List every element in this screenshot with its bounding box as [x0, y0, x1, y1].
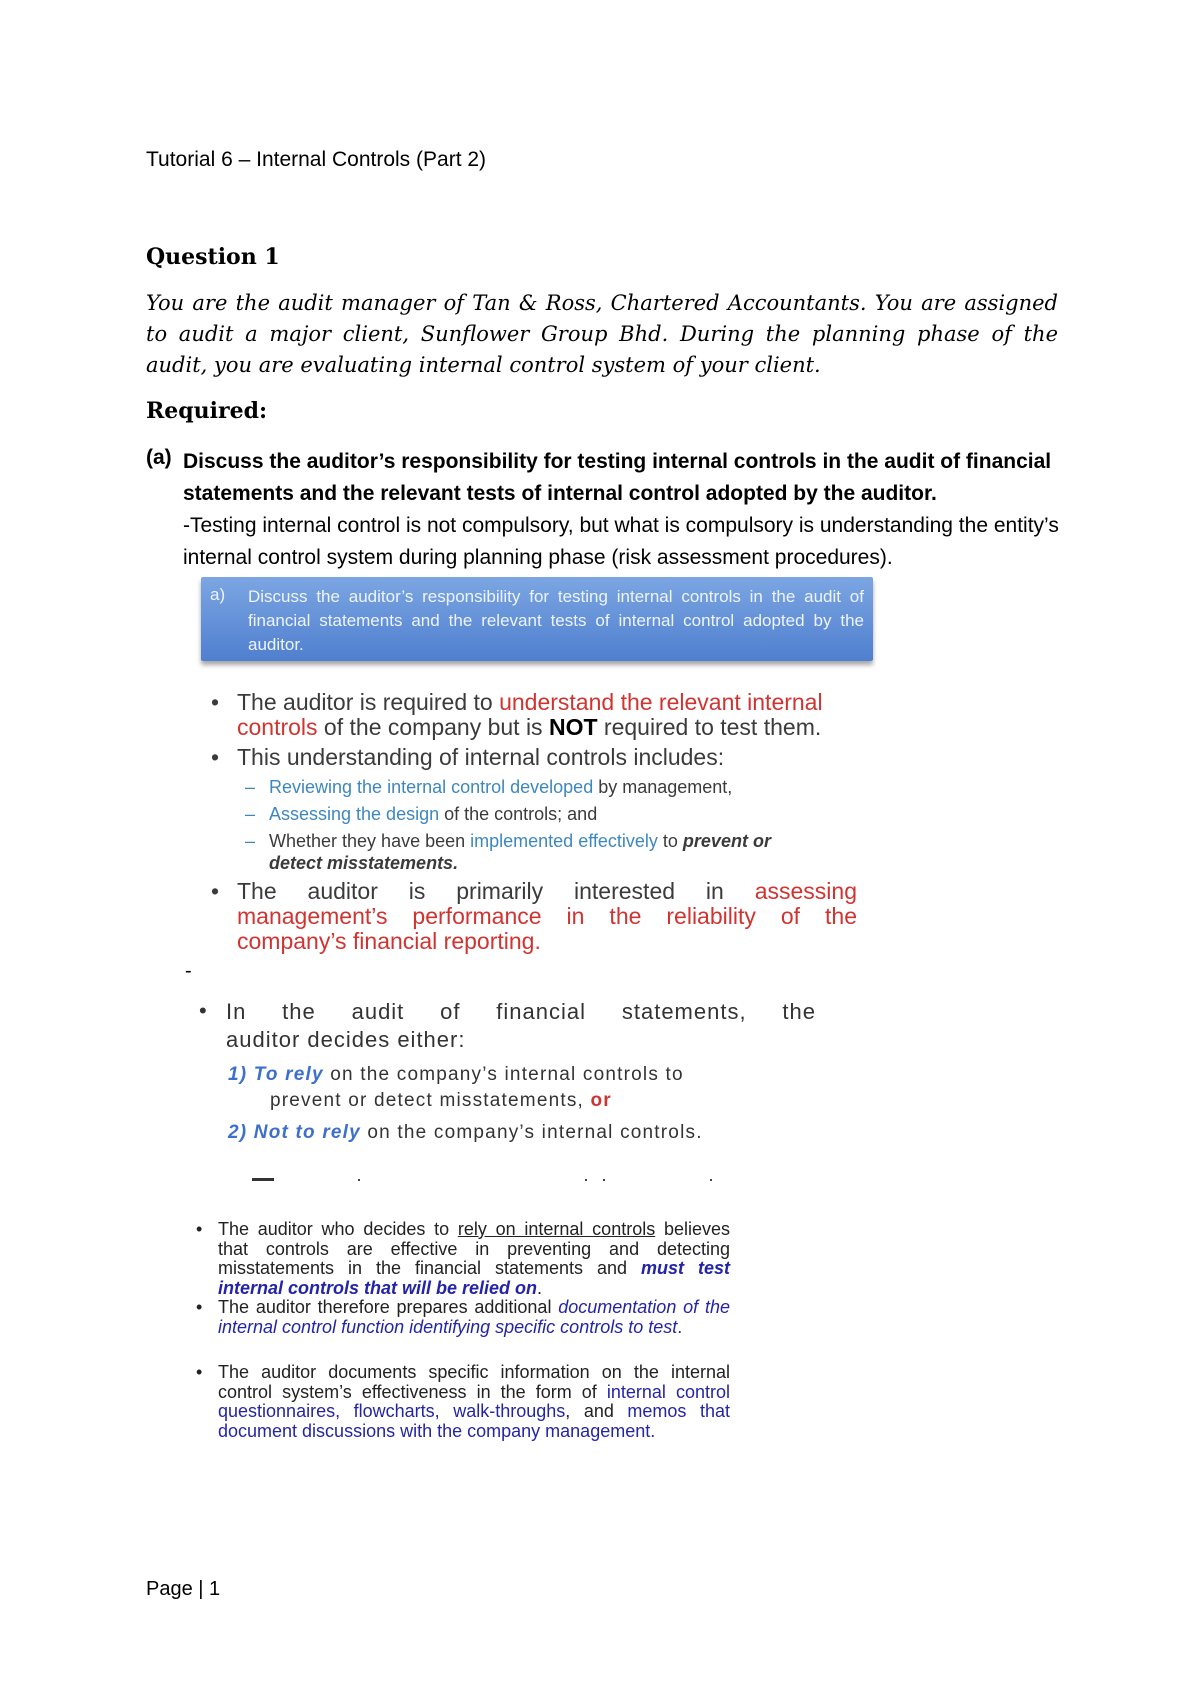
highlight-text: company’s financial reporting: [237, 928, 535, 954]
slide2-option-rely: [228, 1062, 818, 1114]
highlight-text: memos that document discussions with the company management: [218, 1401, 730, 1441]
highlight-text: Reviewing the internal control developed: [269, 777, 594, 797]
slide-header-text: Discuss the auditor’s responsibility for testing internal controls in the audit of financial statements and the relevant tests of internal control adopted by the auditor.: [248, 587, 864, 654]
option-number: 1): [228, 1064, 248, 1085]
highlight-text: internal control questionnaires, flowcharts, walk-throughs: [218, 1381, 730, 1421]
text: required to test them.: [597, 714, 822, 740]
required-heading: Required:: [146, 398, 268, 424]
highlight-text: assessing: [754, 878, 857, 904]
answer-intro: -Testing internal control is not compulsory, but what is compulsory is understanding the entity’s internal control system during planning phase (risk assessment procedures).: [183, 514, 1059, 569]
slide1-bullet-primarily-line3: [237, 929, 857, 954]
text: This understanding of internal controls includes:: [237, 744, 725, 770]
text: .: [537, 1277, 543, 1298]
highlight-text: Not to rely: [253, 1122, 361, 1143]
cropped-text-fragment: [252, 1178, 274, 1181]
text: of the controls; and: [439, 804, 598, 824]
emphasis-text: detect misstatements.: [269, 853, 459, 873]
text: Whether they have been: [269, 831, 471, 851]
highlight-text: or: [590, 1090, 612, 1111]
slide1-sub-reviewing: [245, 776, 869, 798]
highlight-text: controls: [237, 714, 318, 740]
slide-header-letter: a): [210, 585, 226, 604]
cropped-text-fragment: [603, 1179, 605, 1181]
slide2-bullet-decides-line2: auditor decides either:: [226, 1027, 466, 1052]
slide1-bullet-primarily: [211, 878, 857, 904]
slide2-option-not-rely: [228, 1120, 818, 1146]
highlight-text: documentation of the internal control function identifying specific controls to test: [218, 1297, 730, 1337]
slide3-bullet-documentation: [196, 1297, 730, 1337]
highlight-text: understand the relevant internal: [499, 689, 823, 715]
emphasis-text: NOT: [548, 714, 598, 740]
question-scenario: You are the audit manager of Tan & Ross, Chartered Accountants. You are assigned to audit a major client, Sunflower Group Bhd. During the planning phase of the audit, you are evaluating internal control system of your client.: [146, 291, 1058, 377]
dash-marker: –: [245, 831, 256, 851]
slide2-bullet-decides: In the audit of financial statements, the: [226, 999, 816, 1024]
dash-marker: –: [245, 804, 256, 824]
part-a-question: Discuss the auditor’s responsibility for testing internal controls in the audit of financial statements and the relevant tests of internal control adopted by the auditor.: [183, 450, 1052, 505]
option-number: 2): [228, 1122, 248, 1143]
text: , and: [565, 1401, 628, 1421]
text: The auditor is required to: [237, 689, 500, 715]
slide1-sub-implemented: [245, 830, 869, 874]
highlight-text: must test internal controls that will be relied on: [218, 1258, 731, 1298]
text: of the company but is: [317, 714, 549, 740]
cropped-text-fragment: [358, 1179, 360, 1181]
question-heading: Question 1: [146, 244, 280, 270]
text: by management,: [593, 777, 733, 797]
slide3-bullet-rely: [196, 1219, 731, 1298]
text: The auditor therefore prepares additional: [218, 1297, 559, 1317]
highlight-text: To rely: [253, 1064, 324, 1085]
cropped-text-fragment: [585, 1179, 587, 1181]
text: .: [534, 928, 541, 954]
bullet-dot: •: [199, 998, 207, 1023]
document-title: Tutorial 6 – Internal Controls (Part 2): [146, 148, 487, 171]
slide1-sub-assessing: [245, 803, 869, 825]
cropped-text-fragment: [710, 1179, 712, 1181]
stray-dash: -: [185, 960, 192, 982]
slide1-bullet-understand: [211, 689, 857, 740]
underlined-text: rely on internal controls: [457, 1219, 656, 1239]
text: on the company’s internal controls to: [323, 1064, 684, 1085]
bullet-dot: •: [211, 689, 220, 715]
text: .: [677, 1316, 683, 1337]
text: The auditor is primarily interested in: [237, 878, 755, 904]
part-a-marker: (a): [146, 446, 172, 469]
text: believes that controls are effective in preventing and detecting misstatements in the financial statements and: [218, 1219, 731, 1278]
highlight-text: implemented effectively: [470, 831, 658, 851]
highlight-text: Assessing the design: [269, 804, 440, 824]
text: The auditor documents specific information on the internal control system’s effectiveness in the form of: [218, 1362, 730, 1402]
dash-marker: –: [245, 777, 256, 797]
text: The auditor who decides to: [218, 1219, 458, 1239]
text: to: [657, 831, 683, 851]
slide1-bullet-primarily-line2: management’s performance in the reliability of the: [237, 903, 857, 929]
emphasis-text: prevent or: [682, 831, 771, 851]
text: on the company’s internal controls.: [360, 1122, 703, 1143]
bullet-dot: •: [211, 878, 220, 904]
bullet-dot: •: [211, 744, 220, 770]
page-number: Page | 1: [146, 1578, 221, 1600]
slide1-bullet-includes: [211, 744, 857, 770]
slide3-bullet-documents: [196, 1362, 730, 1441]
text: prevent or detect misstatements,: [270, 1090, 591, 1111]
text: .: [650, 1420, 656, 1441]
bullet-dot: •: [196, 1219, 203, 1239]
bullet-dot: •: [196, 1362, 203, 1382]
bullet-dot: •: [196, 1297, 203, 1317]
